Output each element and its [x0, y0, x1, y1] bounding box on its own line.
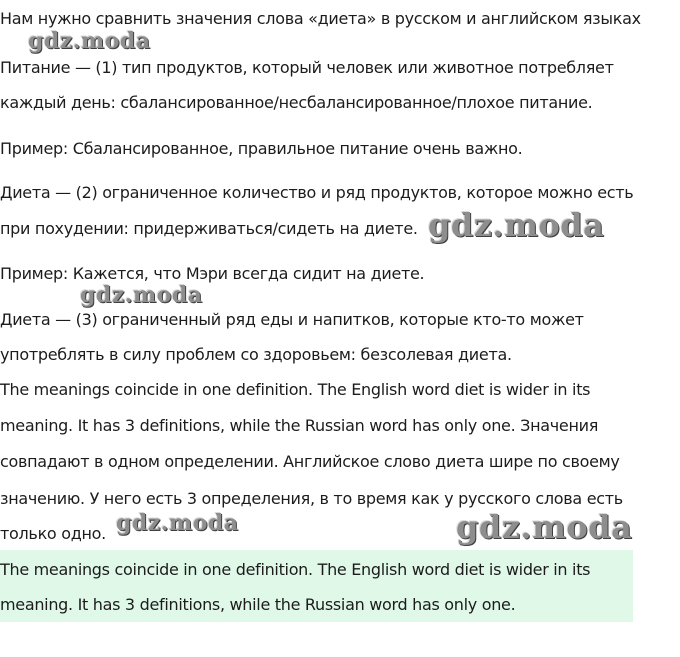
- watermark-logo: gdz.moda: [456, 508, 633, 546]
- example-2-line: Пример: Кажется, что Мэри всегда сидит на диете.: [0, 264, 425, 283]
- answer-line-2: meaning. It has 3 definitions, while the Russian word has only one.: [0, 595, 516, 614]
- conclusion-line-1: The meanings coincide in one definition. The English word diet is wider in its: [0, 380, 591, 399]
- watermark-logo: gdz.moda: [428, 206, 605, 244]
- definition-1-line-2: каждый день: сбалансированное/несбалансированное/плохое питание.: [0, 93, 593, 112]
- definition-3-line-1: Диета — (3) ограниченный ряд еды и напитков, которые кто-то может: [0, 310, 584, 329]
- definition-1-line-1: Питание — (1) тип продуктов, который человек или животное потребляет: [0, 58, 614, 77]
- conclusion-line-3: совпадают в одном определении. Английское слово диета шире по своему: [0, 452, 620, 471]
- answer-line-1: The meanings coincide in one definition. The English word diet is wider in its: [0, 560, 591, 579]
- definition-2-line-2: при похудении: придерживаться/сидеть на диете.: [0, 219, 418, 238]
- example-1-line: Пример: Сбалансированное, правильное питание очень важно.: [0, 139, 523, 158]
- definition-2-line-1: Диета — (2) ограниченное количество и ряд продуктов, которое можно есть: [0, 183, 634, 202]
- conclusion-line-2: meaning. It has 3 definitions, while the Russian word has only one. Значения: [0, 416, 599, 435]
- definition-3-line-2: употреблять в силу проблем со здоровьем: безсолевая диета.: [0, 345, 512, 364]
- watermark-logo: gdz.moda: [80, 282, 203, 308]
- watermark-logo: gdz.moda: [116, 510, 239, 536]
- conclusion-line-4: значению. У него есть 3 определения, в то время как у русского слова есть: [0, 489, 623, 508]
- watermark-logo: gdz.moda: [28, 28, 151, 54]
- intro-line: Нам нужно сравнить значения слова «диета» в русском и английском языках: [0, 9, 641, 28]
- conclusion-line-5: только одно.: [0, 524, 106, 543]
